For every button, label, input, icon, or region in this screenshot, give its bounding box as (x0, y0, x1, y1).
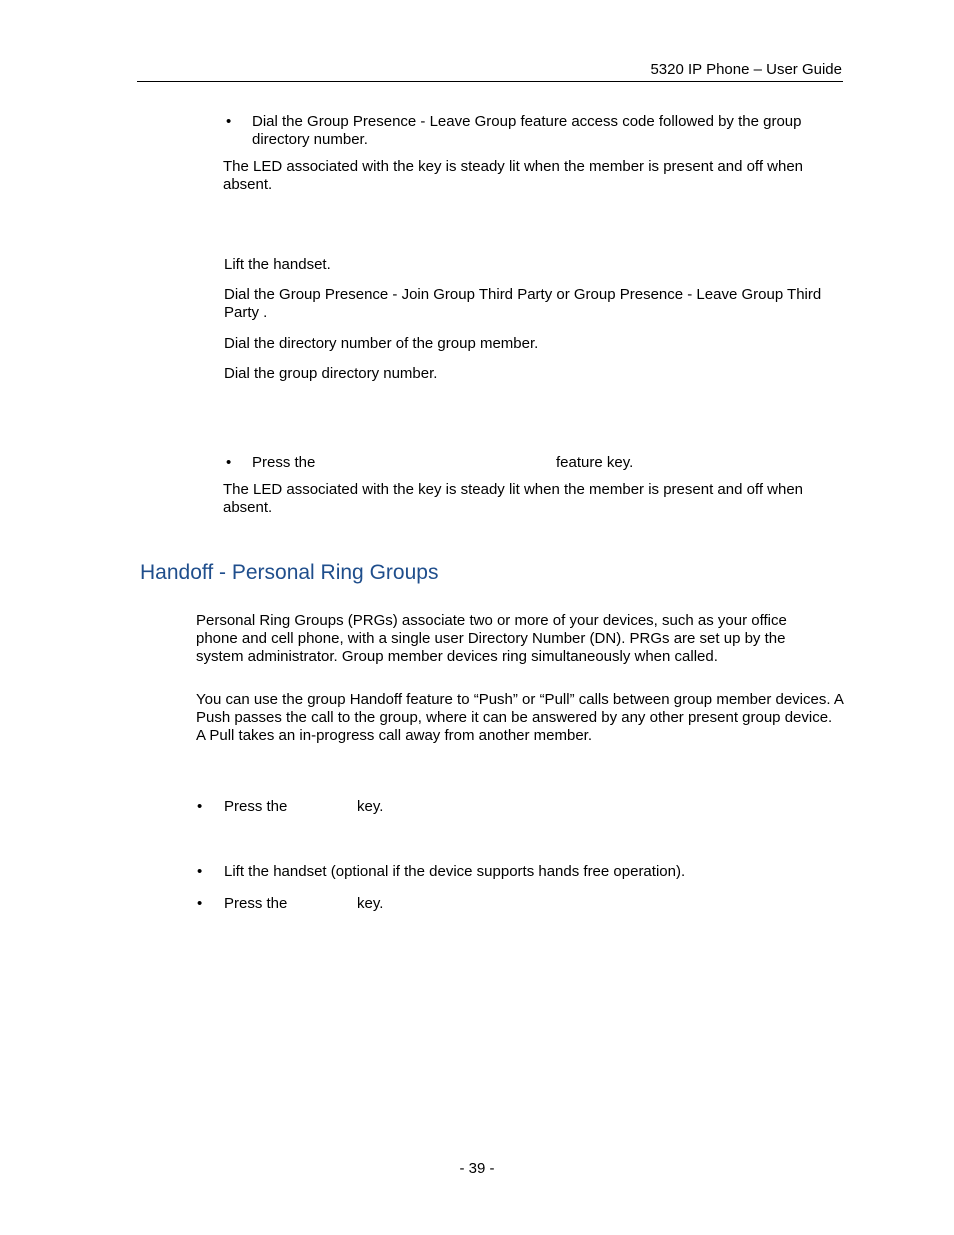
push-press-label: Press the (224, 798, 288, 815)
step-lift-handset: Lift the handset. (224, 256, 331, 273)
list-item-leave-group: Dial the Group Presence - Leave Group feature access code followed by the group directory number. (252, 113, 802, 148)
step-dial-group-number: Dial the group directory number. (224, 365, 438, 382)
header-divider (137, 81, 843, 82)
led-note: The LED associated with the key is steady lit when the member is present and off when absent. (223, 481, 804, 516)
pull-lift-handset: Lift the handset (optional if the device supports hands free operation). (224, 863, 686, 880)
feature-key-label: feature key. (556, 454, 634, 471)
handoff-description: You can use the group Handoff feature to “Push” or “Pull” calls between group member devices. A Push passes the call to the group, where it can be answered by any other present group device. A Pull takes an in-progress call away from another member. (196, 691, 844, 744)
running-header: 5320 IP Phone – User Guide (650, 61, 842, 78)
step-dial-feature-code: Dial the Group Presence - Join Group Third Party or Group Presence - Leave Group Third Party . (224, 286, 822, 321)
push-key-label: key. (357, 798, 384, 815)
bullet-mark: • (226, 113, 232, 130)
page-number: - 39 - (459, 1160, 495, 1177)
pull-key-label: key. (357, 895, 384, 912)
prg-description: Personal Ring Groups (PRGs) associate two or more of your devices, such as your office phone and cell phone, with a single user Directory Number (DN). PRGs are set up by the system administrator. Group member devices ring simultaneously when called. (196, 612, 787, 665)
step-dial-member-number: Dial the directory number of the group member. (224, 335, 539, 352)
section-heading: Handoff - Personal Ring Groups (140, 561, 439, 584)
bullet-mark: • (197, 798, 203, 815)
bullet-mark: • (226, 454, 232, 471)
press-the-label: Press the (252, 454, 316, 471)
led-note: The LED associated with the key is steady lit when the member is present and off when absent. (223, 158, 804, 193)
pull-press-label: Press the (224, 895, 288, 912)
bullet-mark: • (197, 895, 203, 912)
bullet-mark: • (197, 863, 203, 880)
